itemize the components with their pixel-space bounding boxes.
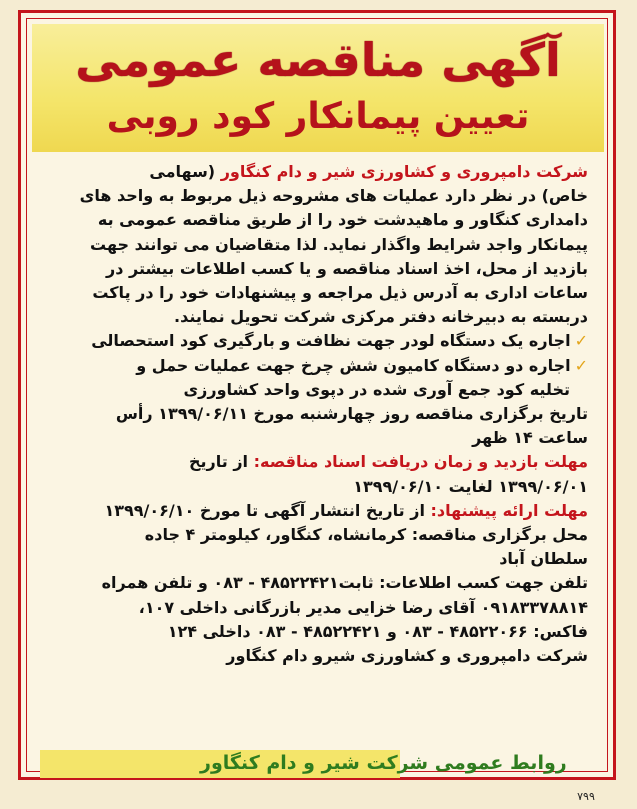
location-value-cont: سلطان آباد <box>499 549 588 569</box>
phone-info: تلفن جهت کسب اطلاعات: ثابت۴۸۵۲۲۴۲۱ - ۰۸۳ و تلفن همراه <box>101 573 588 593</box>
intro-line: دامداری کنگاور و ماهیدشت خود را از طریق مناقصه عمومی به <box>97 210 588 230</box>
location-label: محل برگزاری مناقصه: <box>411 525 588 545</box>
visit-value-b: ۱۳۹۹/۰۶/۰۱ لغایت ۱۳۹۹/۰۶/۱۰ <box>353 476 588 496</box>
tender-location <box>48 523 588 547</box>
visit-value-a: از تاریخ <box>189 452 249 472</box>
tender-date: تاریخ برگزاری مناقصه روز چهارشنبه مورخ ۱۳۹۹/۰۶/۱۱ رأس <box>115 404 588 424</box>
ad-title: آگهی مناقصه عمومی <box>75 33 561 87</box>
list-item-trucks-cont: تخلیه کود جمع آوری شده در دپوی واحد کشاورزی <box>183 379 570 399</box>
check-icon: ✓ <box>574 355 588 375</box>
list-item-trucks: ✓اجاره دو دستگاه کامیون شش چرخ جهت عملیات حمل و <box>136 355 588 375</box>
visit-label: مهلت بازدید و زمان دریافت اسناد مناقصه: <box>253 452 588 472</box>
company-signature: شرکت دامپروری و کشاورزی شیرو دام کنگاور <box>226 646 588 666</box>
ad-body <box>48 160 588 668</box>
phone-info-cont: ۰۹۱۸۳۳۷۸۸۱۴ آقای رضا خزایی مدیر بازرگانی داخلی ۱۰۷، <box>138 597 588 617</box>
tender-time: ساعت ۱۴ ظهر <box>472 428 588 448</box>
list-item-loader: ✓اجاره یک دستگاه لودر جهت نظافت و بارگیری کود استحصالی <box>91 331 588 351</box>
fax-info: فاکس: ۴۸۵۲۲۰۶۶ - ۰۸۳ و ۴۸۵۲۲۴۲۱ - ۰۸۳ داخلی ۱۲۴ <box>167 621 588 641</box>
intro-line: ساعات اداری به آدرس ذیل مراجعه و پیشنهادات خود را در پاکت <box>92 283 588 303</box>
intro-line: پیمانکار واجد شرایط واگذار نماید. لذا متقاضیان می توانند جهت <box>90 234 588 254</box>
company-name: شرکت دامپروری و کشاورزی شیر و دام کنگاور <box>220 162 588 181</box>
check-icon: ✓ <box>574 331 588 351</box>
company-type-open: (سهامی <box>149 162 216 181</box>
location-value: کرمانشاه، کنگاور، کیلومتر ۴ جاده <box>144 525 407 545</box>
public-relations: روابط عمومی شرکت شیر و دام کنگاور <box>200 752 567 774</box>
proposal-label: مهلت ارائه پیشنهاد: <box>430 500 588 520</box>
page-number: ۷۹۹ <box>577 790 595 803</box>
visit-deadline <box>48 450 588 474</box>
proposal-deadline <box>48 499 588 523</box>
intro-line: دربسته به دبیرخانه دفتر مرکزی شرکت تحویل نمایند. <box>174 307 588 327</box>
intro-line: بازدید از محل، اخذ اسناد مناقصه و یا کسب اطلاعات بیشتر در <box>106 258 588 278</box>
intro-line: خاص) در نظر دارد عملیات های مشروحه ذیل مربوط به واحد های <box>79 186 588 206</box>
proposal-value: از تاریخ انتشار آگهی تا مورخ ۱۳۹۹/۰۶/۱۰ <box>104 500 425 520</box>
ad-subtitle: تعیین پیمانکار کود روبی <box>106 96 530 137</box>
intro-first-line <box>48 160 588 184</box>
